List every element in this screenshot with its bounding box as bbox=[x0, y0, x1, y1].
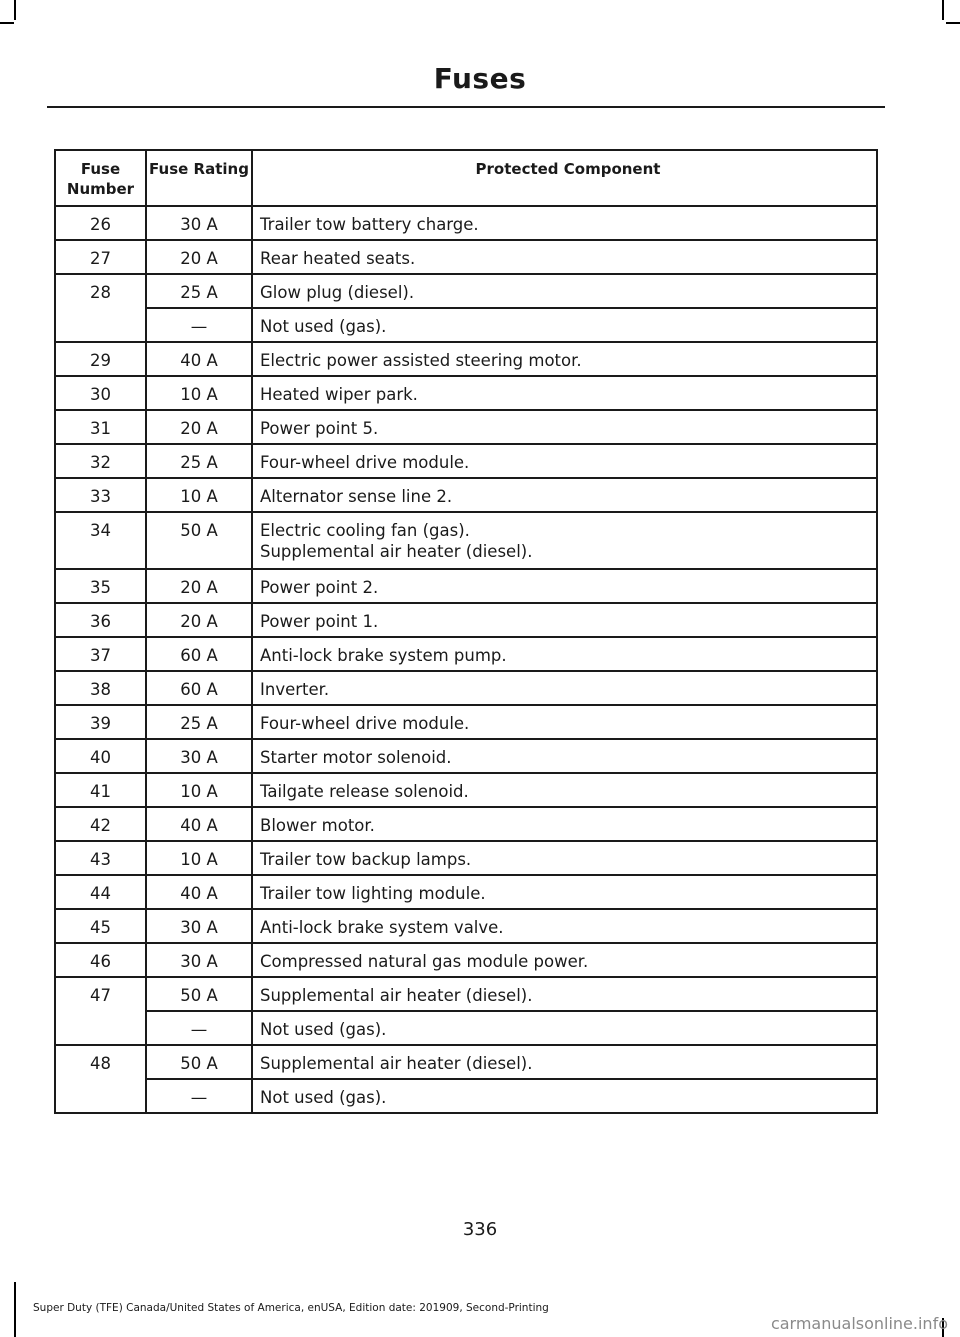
fuse-number-cell: 44 bbox=[55, 875, 146, 909]
component-text: Supplemental air heater (diesel). bbox=[260, 1054, 533, 1073]
table-row bbox=[55, 671, 877, 705]
component-text: Starter motor solenoid. bbox=[260, 748, 452, 767]
fuse-rating-cell: 20 A bbox=[146, 603, 252, 637]
table-row bbox=[55, 705, 877, 739]
fuse-number-cell: 40 bbox=[55, 739, 146, 773]
table-row bbox=[55, 739, 877, 773]
fuse-rating-cell: 10 A bbox=[146, 841, 252, 875]
fuse-rating-cell: 40 A bbox=[146, 807, 252, 841]
component-text: Supplemental air heater (diesel). bbox=[260, 986, 533, 1005]
table-row bbox=[55, 773, 877, 807]
protected-component-cell bbox=[252, 705, 877, 739]
fuse-number-cell: 26 bbox=[55, 206, 146, 240]
protected-component-cell bbox=[252, 943, 877, 977]
component-text: Not used (gas). bbox=[260, 317, 387, 336]
component-text: Trailer tow backup lamps. bbox=[260, 850, 472, 869]
fuse-rating-cell: — bbox=[146, 1079, 252, 1113]
fuse-number-cell: 31 bbox=[55, 410, 146, 444]
fuse-rating-cell: 10 A bbox=[146, 478, 252, 512]
component-text: Electric power assisted steering motor. bbox=[260, 351, 582, 370]
protected-component-cell bbox=[252, 376, 877, 410]
component-text: Compressed natural gas module power. bbox=[260, 952, 589, 971]
fuse-rating-cell: 30 A bbox=[146, 739, 252, 773]
table-row bbox=[55, 909, 877, 943]
component-text: Four-wheel drive module. bbox=[260, 453, 470, 472]
component-text: Inverter. bbox=[260, 680, 330, 699]
title-divider bbox=[47, 106, 885, 108]
fuse-rating-cell: 10 A bbox=[146, 376, 252, 410]
fuse-rating-cell: 50 A bbox=[146, 1045, 252, 1079]
protected-component-cell bbox=[252, 977, 877, 1011]
component-text: Tailgate release solenoid. bbox=[260, 782, 469, 801]
crop-mark bbox=[0, 22, 14, 24]
component-text: Heated wiper park. bbox=[260, 385, 418, 404]
protected-component-cell bbox=[252, 671, 877, 705]
fuse-number-cell: 39 bbox=[55, 705, 146, 739]
footer-text: Super Duty (TFE) Canada/United States of America, enUSA, Edition date: 201909, Second-Printing bbox=[33, 1302, 549, 1314]
protected-component-cell bbox=[252, 909, 877, 943]
protected-component-cell bbox=[252, 637, 877, 671]
table-row bbox=[55, 308, 877, 342]
page-title: Fuses bbox=[433, 62, 527, 95]
component-text: Trailer tow lighting module. bbox=[260, 884, 486, 903]
fuse-number-cell: 27 bbox=[55, 240, 146, 274]
table-row bbox=[55, 569, 877, 603]
protected-component-cell bbox=[252, 512, 877, 569]
component-text: Supplemental air heater (diesel). bbox=[260, 542, 533, 561]
component-text: Not used (gas). bbox=[260, 1088, 387, 1107]
fuse-number-cell: 34 bbox=[55, 512, 146, 569]
fuse-number-cell: 37 bbox=[55, 637, 146, 671]
table-header-row bbox=[55, 150, 877, 206]
protected-component-cell bbox=[252, 1079, 877, 1113]
table-row bbox=[55, 977, 877, 1011]
fuse-number-cell: 46 bbox=[55, 943, 146, 977]
table-row bbox=[55, 807, 877, 841]
fuse-rating-cell: 40 A bbox=[146, 342, 252, 376]
table-row bbox=[55, 444, 877, 478]
protected-component-cell bbox=[252, 1045, 877, 1079]
table-row bbox=[55, 240, 877, 274]
component-text: Alternator sense line 2. bbox=[260, 487, 453, 506]
protected-component-cell bbox=[252, 773, 877, 807]
crop-mark bbox=[14, 0, 16, 20]
table-row bbox=[55, 1045, 877, 1079]
protected-component-cell bbox=[252, 603, 877, 637]
fuse-rating-cell: 20 A bbox=[146, 410, 252, 444]
fuse-rating-cell: 50 A bbox=[146, 512, 252, 569]
fuse-number-cell: 35 bbox=[55, 569, 146, 603]
table-row bbox=[55, 342, 877, 376]
protected-component-cell bbox=[252, 1011, 877, 1045]
table-row bbox=[55, 875, 877, 909]
fuse-number-cell: 33 bbox=[55, 478, 146, 512]
fuse-table bbox=[54, 149, 878, 1114]
component-text: Blower motor. bbox=[260, 816, 375, 835]
fuse-rating-cell: 40 A bbox=[146, 875, 252, 909]
component-text: Four-wheel drive module. bbox=[260, 714, 470, 733]
component-text: Glow plug (diesel). bbox=[260, 283, 415, 302]
fuse-rating-cell: 25 A bbox=[146, 705, 252, 739]
protected-component-cell bbox=[252, 569, 877, 603]
table-body bbox=[55, 206, 877, 1113]
fuse-rating-cell: 10 A bbox=[146, 773, 252, 807]
watermark: carmanualsonline.info bbox=[770, 1314, 948, 1333]
header-fuse-number: Fuse Number bbox=[55, 150, 146, 206]
fuse-number-cell: 43 bbox=[55, 841, 146, 875]
fuse-rating-cell: 30 A bbox=[146, 909, 252, 943]
table-row bbox=[55, 943, 877, 977]
crop-mark bbox=[14, 1282, 16, 1337]
fuse-number-cell: 41 bbox=[55, 773, 146, 807]
fuse-rating-cell: 20 A bbox=[146, 240, 252, 274]
protected-component-cell bbox=[252, 478, 877, 512]
protected-component-cell bbox=[252, 240, 877, 274]
fuse-number-cell: 29 bbox=[55, 342, 146, 376]
fuse-rating-cell: 50 A bbox=[146, 977, 252, 1011]
table-row bbox=[55, 603, 877, 637]
protected-component-cell bbox=[252, 875, 877, 909]
component-text: Rear heated seats. bbox=[260, 249, 416, 268]
fuse-rating-cell: 30 A bbox=[146, 943, 252, 977]
crop-mark bbox=[942, 0, 944, 20]
fuse-number-cell: 36 bbox=[55, 603, 146, 637]
protected-component-cell bbox=[252, 274, 877, 308]
protected-component-cell bbox=[252, 308, 877, 342]
fuse-number-cell: 42 bbox=[55, 807, 146, 841]
fuse-rating-cell: 30 A bbox=[146, 206, 252, 240]
fuse-number-cell: 30 bbox=[55, 376, 146, 410]
fuse-rating-cell: 60 A bbox=[146, 671, 252, 705]
header-fuse-rating: Fuse Rating bbox=[146, 150, 252, 206]
fuse-number-cell: 38 bbox=[55, 671, 146, 705]
table-row bbox=[55, 410, 877, 444]
fuse-number-cell: 47 bbox=[55, 977, 146, 1045]
component-text: Power point 1. bbox=[260, 612, 379, 631]
protected-component-cell bbox=[252, 206, 877, 240]
crop-mark bbox=[946, 22, 960, 24]
component-text: Power point 5. bbox=[260, 419, 379, 438]
fuse-rating-cell: — bbox=[146, 1011, 252, 1045]
table-row bbox=[55, 512, 877, 569]
fuse-number-cell: 48 bbox=[55, 1045, 146, 1113]
table-row bbox=[55, 1011, 877, 1045]
component-text: Not used (gas). bbox=[260, 1020, 387, 1039]
protected-component-cell bbox=[252, 841, 877, 875]
fuse-rating-cell: — bbox=[146, 308, 252, 342]
fuse-rating-cell: 25 A bbox=[146, 444, 252, 478]
fuse-number-cell: 45 bbox=[55, 909, 146, 943]
component-text: Power point 2. bbox=[260, 578, 379, 597]
fuse-rating-cell: 20 A bbox=[146, 569, 252, 603]
protected-component-cell bbox=[252, 342, 877, 376]
table-row bbox=[55, 1079, 877, 1113]
table-row bbox=[55, 841, 877, 875]
component-text: Trailer tow battery charge. bbox=[260, 215, 479, 234]
table-row bbox=[55, 376, 877, 410]
table-row bbox=[55, 637, 877, 671]
component-text: Anti-lock brake system pump. bbox=[260, 646, 507, 665]
page-number: 336 bbox=[462, 1219, 498, 1240]
protected-component-cell bbox=[252, 410, 877, 444]
header-protected-component: Protected Component bbox=[252, 150, 877, 206]
table-row bbox=[55, 206, 877, 240]
fuse-rating-cell: 25 A bbox=[146, 274, 252, 308]
fuse-number-cell: 28 bbox=[55, 274, 146, 342]
fuse-rating-cell: 60 A bbox=[146, 637, 252, 671]
component-text: Anti-lock brake system valve. bbox=[260, 918, 504, 937]
protected-component-cell bbox=[252, 739, 877, 773]
protected-component-cell bbox=[252, 807, 877, 841]
table-row bbox=[55, 274, 877, 308]
component-text: Electric cooling fan (gas). bbox=[260, 521, 470, 540]
protected-component-cell bbox=[252, 444, 877, 478]
table-row bbox=[55, 478, 877, 512]
fuse-number-cell: 32 bbox=[55, 444, 146, 478]
